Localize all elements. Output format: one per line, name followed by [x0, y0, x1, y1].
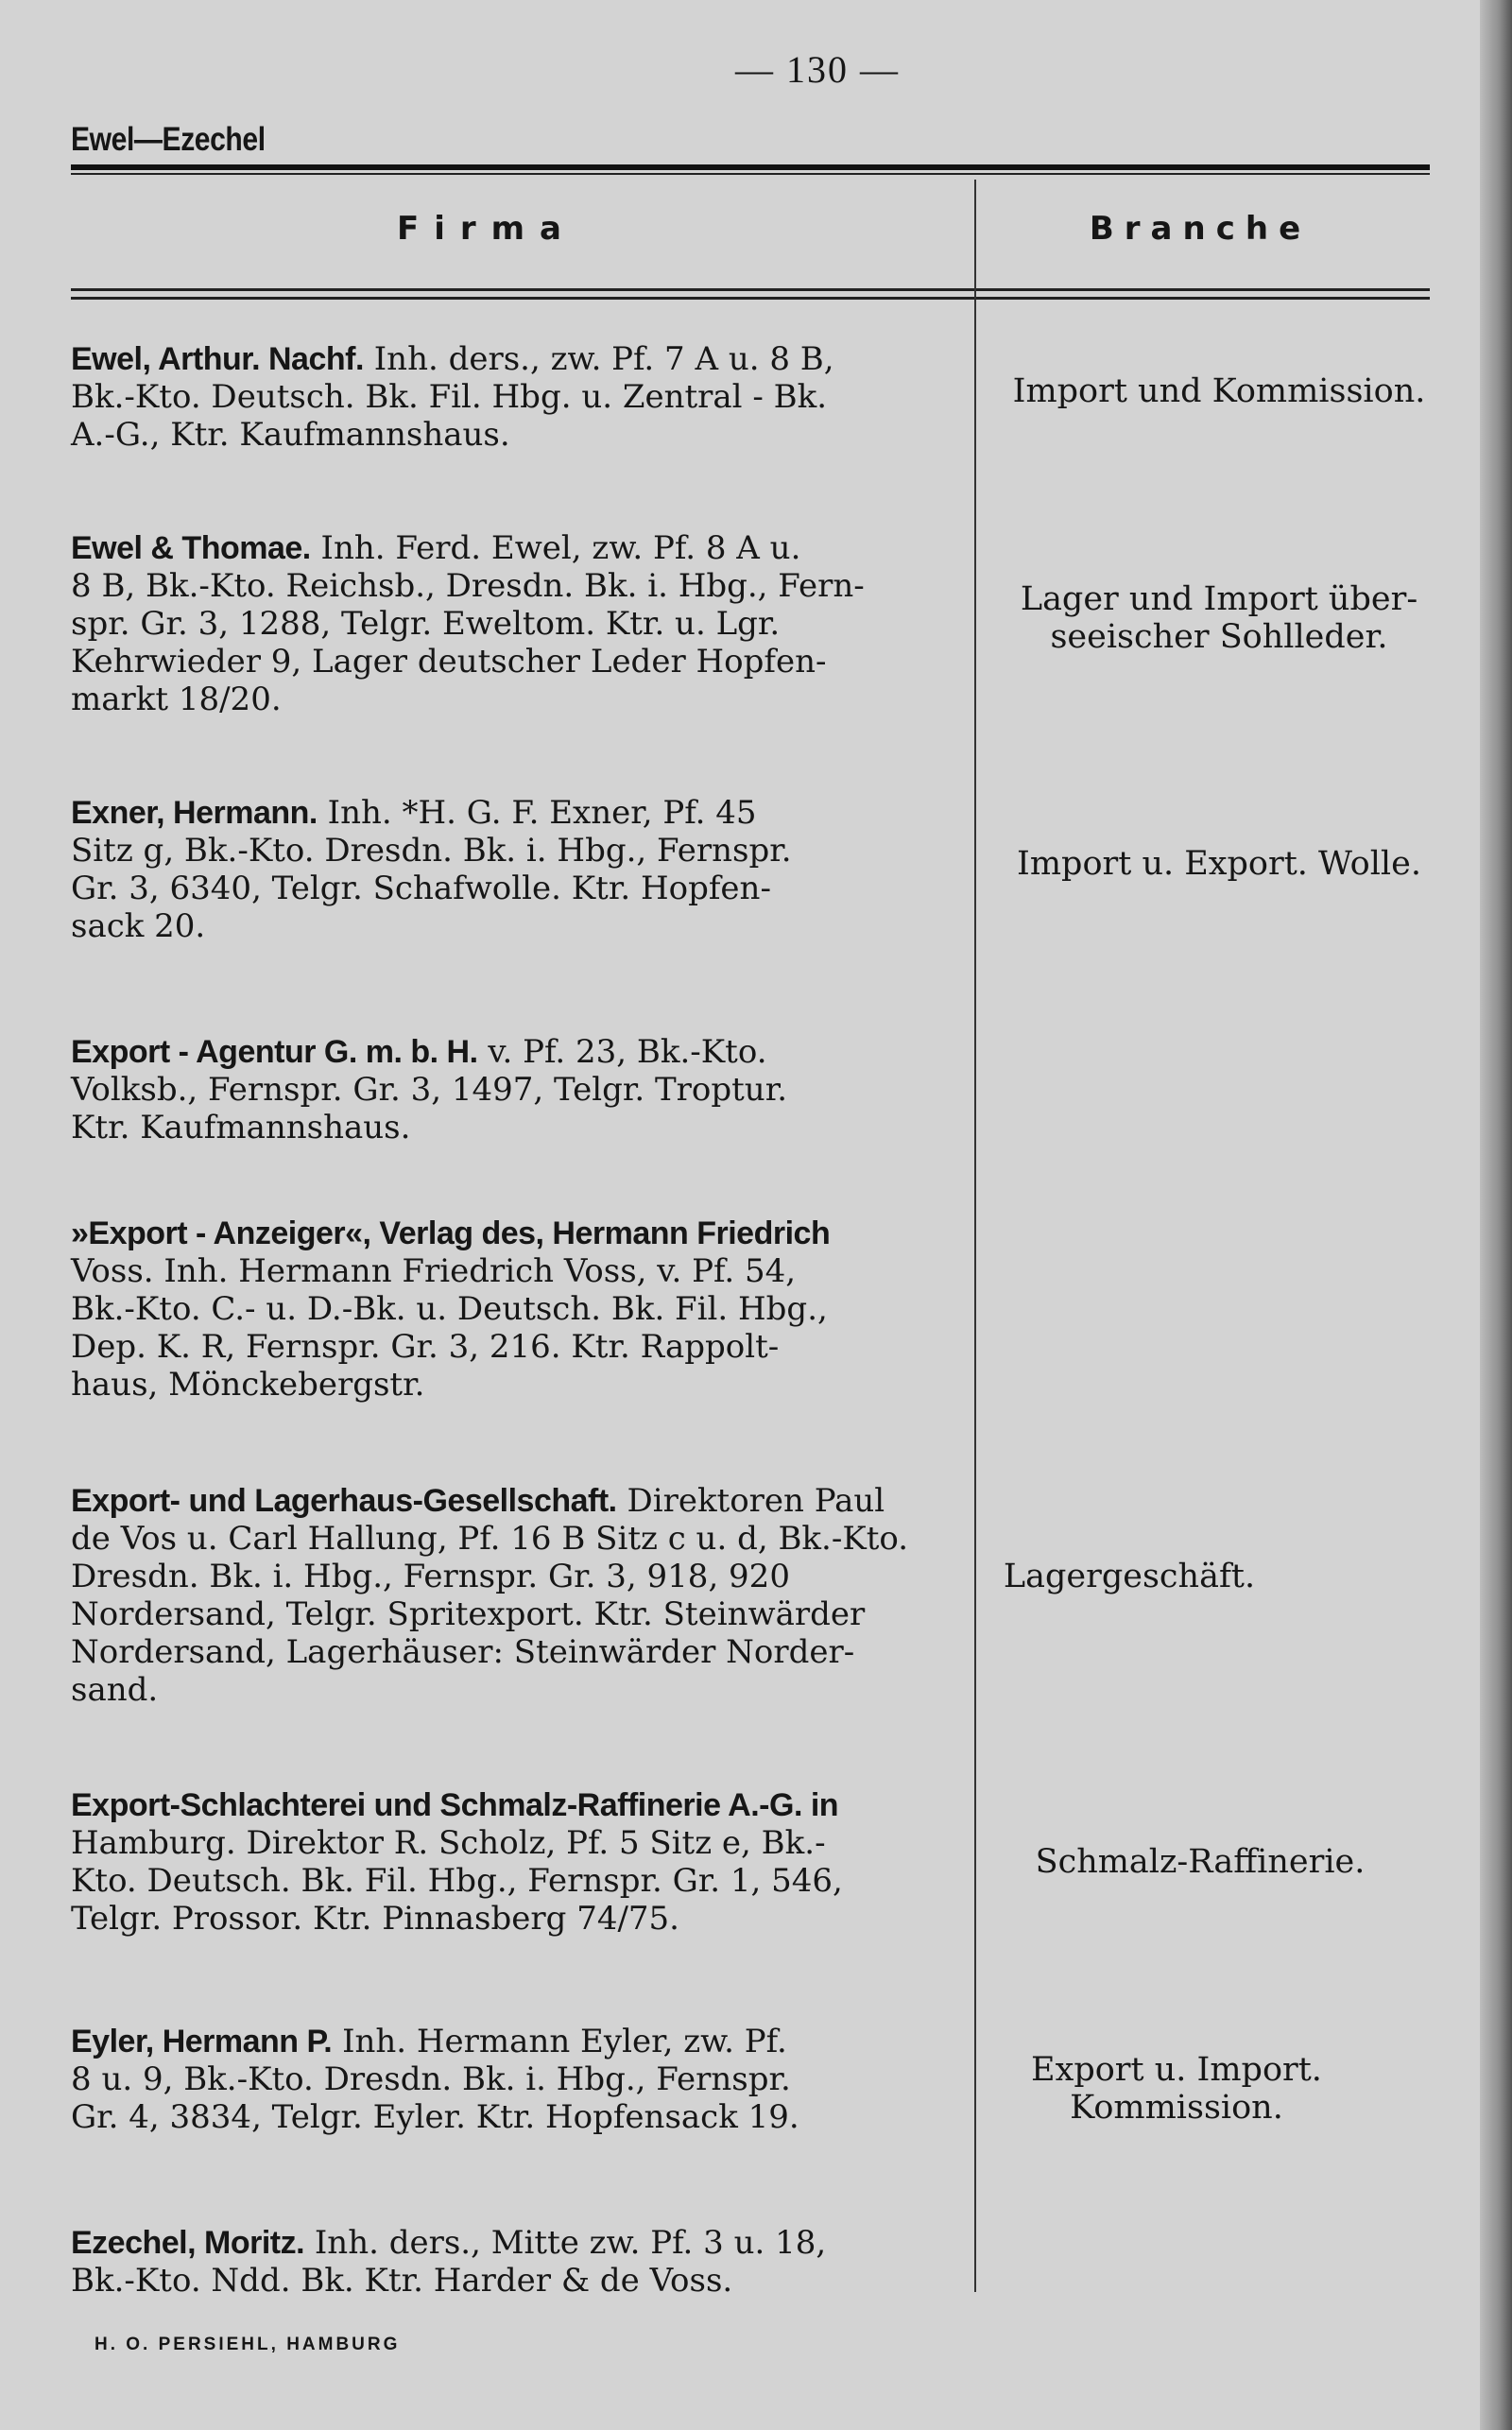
entry-text: Voss. Inh. Hermann Friedrich Voss, v. Pf. 54, [71, 1252, 797, 1290]
entry-text: Kto. Deutsch. Bk. Fil. Hbg., Fernspr. Gr. 1, 546, [71, 1862, 843, 1900]
top-rule [71, 164, 1430, 170]
entry-text: Inh. Ferd. Ewel, zw. Pf. 8 A u. [320, 529, 801, 567]
entry-text: Bk.-Kto. Ndd. Bk. Ktr. Harder & de Voss. [71, 2262, 733, 2300]
entry-text: Inh. Hermann Eyler, zw. Pf. [342, 2023, 787, 2060]
printer-imprint: H. O. PERSIEHL, HAMBURG [94, 2335, 401, 2354]
entry-text: 8 u. 9, Bk.-Kto. Dresdn. Bk. i. Hbg., Fernspr. [71, 2060, 791, 2098]
entry-text: Inh. ders., Mitte zw. Pf. 3 u. 18, [314, 2224, 827, 2262]
entry-text: Bk.-Kto. Deutsch. Bk. Fil. Hbg. u. Zentral - Bk. [71, 378, 828, 416]
branche-eyler-hermann: Export u. Import. Kommission. [1031, 2051, 1322, 2127]
firm-name: Export - Agentur G. m. b. H. [71, 1034, 478, 1070]
entry-text: Nordersand, Lagerhäuser: Steinwärder Norder- [71, 1633, 855, 1671]
entry-text: Ktr. Kaufmannshaus. [71, 1109, 411, 1146]
entry-exner-hermann [71, 794, 978, 945]
entry-export-lagerhaus [71, 1482, 978, 1709]
entry-text: haus, Mönckebergstr. [71, 1366, 425, 1404]
branche-exner-hermann: Import u. Export. Wolle. [1017, 845, 1421, 883]
branche-ewel-thomae: Lager und Import über- seeischer Sohlleder. [1020, 580, 1418, 656]
column-header-branche: Branche [1089, 210, 1312, 248]
entry-export-agentur [71, 1033, 978, 1146]
entry-text: Kehrwieder 9, Lager deutscher Leder Hopfen- [71, 643, 827, 681]
firm-name: Eyler, Hermann P. [71, 2024, 333, 2059]
header-rule-lower [71, 297, 1430, 300]
entry-text: sand. [71, 1671, 159, 1709]
entry-text: Gr. 3, 6340, Telgr. Schafwolle. Ktr. Hopfen- [71, 870, 771, 907]
entry-text: v. Pf. 23, Bk.-Kto. [488, 1033, 767, 1071]
entry-text: Gr. 4, 3834, Telgr. Eyler. Ktr. Hopfensack 19. [71, 2098, 799, 2136]
page-edge-shadow [1480, 0, 1512, 2430]
entry-text: A.-G., Ktr. Kaufmannshaus. [71, 416, 510, 454]
entry-export-anzeiger [71, 1215, 978, 1404]
running-head: Ewel—Ezechel [71, 121, 266, 158]
firm-name: Exner, Hermann. [71, 795, 318, 831]
entry-text: Sitz g, Bk.-Kto. Dresdn. Bk. i. Hbg., Fernspr. [71, 832, 792, 870]
entry-text: Dep. K. R, Fernspr. Gr. 3, 216. Ktr. Rappolt- [71, 1328, 780, 1366]
entry-export-schlachterei [71, 1786, 978, 1938]
branche-export-lagerhaus: Lagergeschäft. [1003, 1558, 1256, 1595]
entry-text: markt 18/20. [71, 681, 282, 718]
entry-text: Volksb., Fernspr. Gr. 3, 1497, Telgr. Troptur. [71, 1071, 788, 1109]
entry-text: de Vos u. Carl Hallung, Pf. 16 B Sitz c u. d, Bk.-Kto. [71, 1520, 909, 1558]
entry-text: Inh. ders., zw. Pf. 7 A u. 8 B, [373, 340, 834, 378]
entry-text: Nordersand, Telgr. Spritexport. Ktr. Steinwärder [71, 1595, 866, 1633]
entry-text: Direktoren Paul [627, 1482, 885, 1520]
entry-text: 8 B, Bk.-Kto. Reichsb., Dresdn. Bk. i. Hbg., Fern- [71, 567, 865, 605]
firm-name: Ezechel, Moritz. [71, 2225, 305, 2261]
entry-text: sack 20. [71, 907, 206, 945]
entry-ewel-arthur [71, 340, 978, 454]
firm-name: Export- und Lagerhaus-Gesellschaft. [71, 1483, 617, 1519]
entry-ezechel-moritz [71, 2224, 978, 2300]
entry-eyler-hermann [71, 2023, 978, 2136]
column-header-firma: Firma [396, 210, 577, 248]
page-number: — 130 — [735, 48, 900, 91]
entry-text: Dresdn. Bk. i. Hbg., Fernspr. Gr. 3, 918, 920 [71, 1558, 790, 1595]
firm-name: Ewel & Thomae. [71, 530, 311, 566]
firm-name: »Export - Anzeiger«, Verlag des, Hermann Friedrich [71, 1215, 831, 1251]
entry-text: Telgr. Prossor. Ktr. Pinnasberg 74/75. [71, 1900, 679, 1938]
entry-text: spr. Gr. 3, 1288, Telgr. Eweltom. Ktr. u. Lgr. [71, 605, 781, 643]
branche-export-schlachterei: Schmalz-Raffinerie. [1035, 1843, 1366, 1881]
firm-name: Ewel, Arthur. Nachf. [71, 341, 364, 377]
entry-text: Bk.-Kto. C.- u. D.-Bk. u. Deutsch. Bk. Fil. Hbg., [71, 1290, 828, 1328]
top-rule-thin [71, 173, 1430, 175]
entry-text: Hamburg. Direktor R. Scholz, Pf. 5 Sitz e, Bk.- [71, 1824, 826, 1862]
entry-text: Inh. *H. G. F. Exner, Pf. 45 [327, 794, 757, 832]
header-rule-upper [71, 288, 1430, 291]
branche-ewel-arthur: Import und Kommission. [1012, 372, 1426, 410]
entry-ewel-thomae [71, 529, 978, 718]
firm-name: Export-Schlachterei und Schmalz-Raffinerie A.-G. in [71, 1787, 839, 1823]
